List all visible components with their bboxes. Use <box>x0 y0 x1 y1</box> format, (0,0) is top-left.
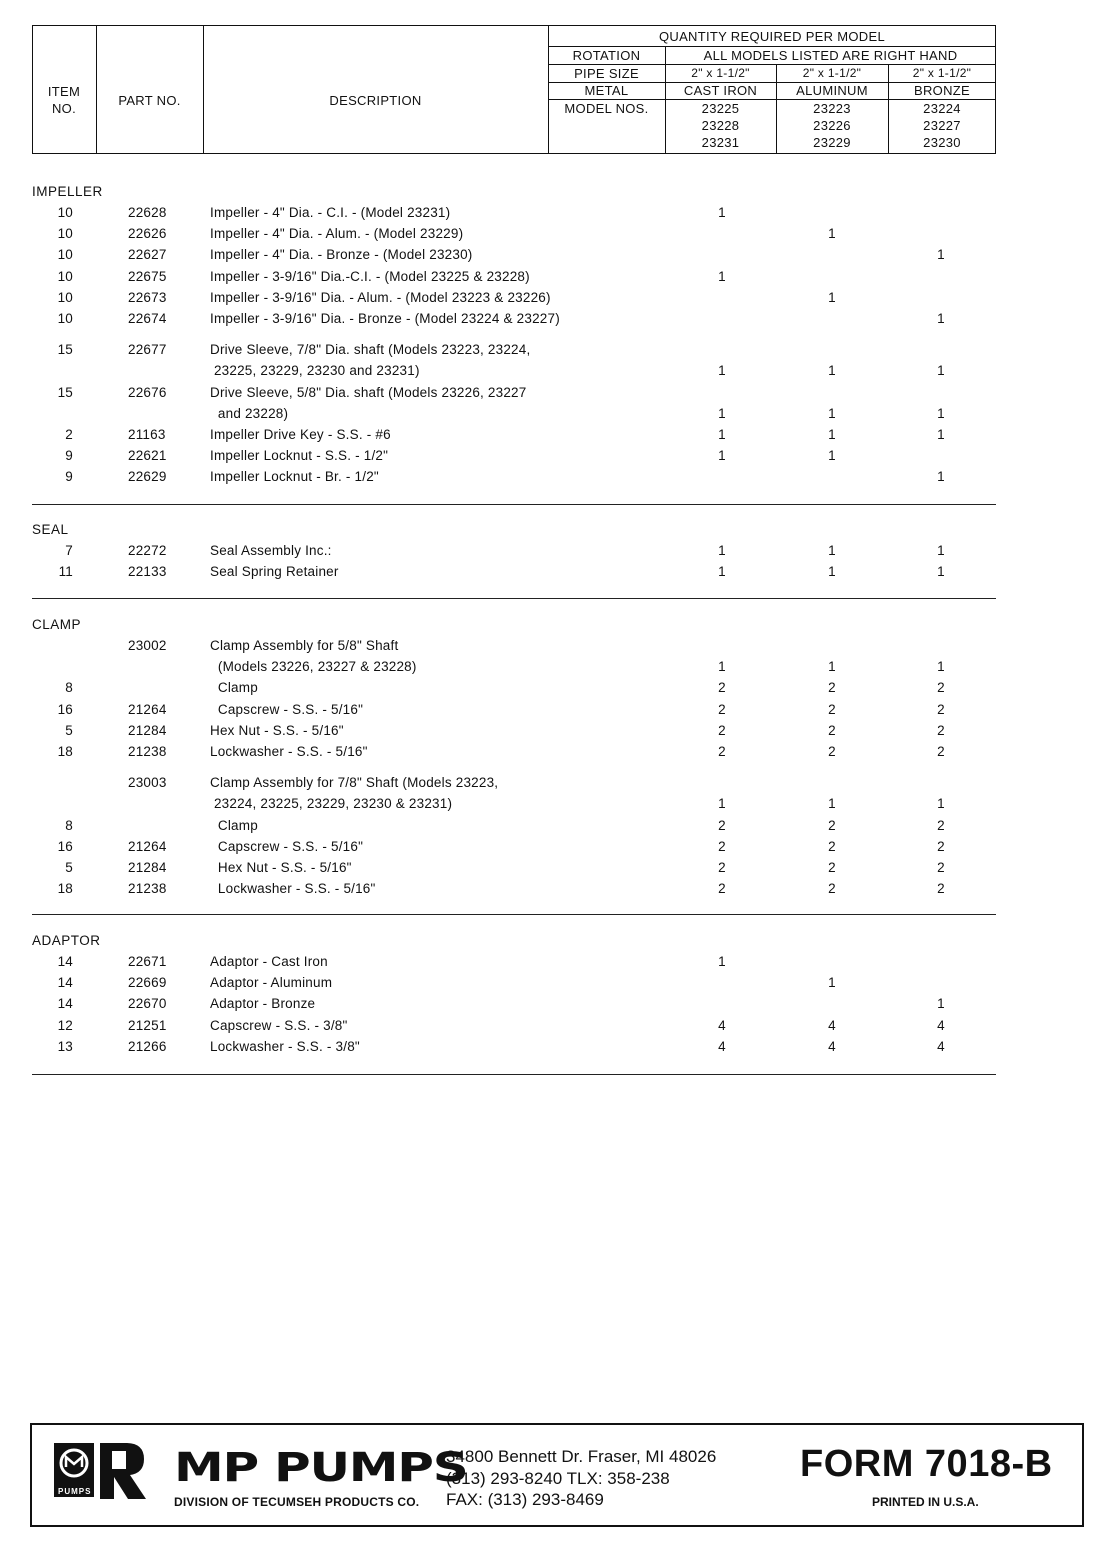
item-number: 10 <box>57 311 73 326</box>
item-number: 14 <box>57 996 73 1012</box>
item-number: 18 <box>57 881 73 897</box>
model-no: 23225 <box>701 101 740 116</box>
item-number: 15 <box>57 384 73 400</box>
part-description: and 23228) <box>210 405 289 421</box>
part-description: Clamp Assembly for 7/8" Shaft (Models 23223, <box>210 775 499 791</box>
quantity-cell: 1 <box>937 469 945 485</box>
quantity-cell: 1 <box>937 796 945 812</box>
quantity-cell: 1 <box>828 405 836 421</box>
part-number: 21251 <box>128 1017 167 1033</box>
section-title: IMPELLER <box>32 184 103 199</box>
part-description: Drive Sleeve, 7/8" Dia. shaft (Models 23223, 23224, <box>210 342 531 358</box>
quantity-cell: 1 <box>718 363 726 379</box>
logo-caption: PUMPS <box>58 1487 92 1496</box>
part-description: Impeller Drive Key - S.S. - #6 <box>210 427 391 442</box>
quantity-cell: 1 <box>718 543 726 558</box>
quantity-cell: 1 <box>937 405 945 421</box>
quantity-cell: 1 <box>828 448 836 464</box>
quantity-cell: 1 <box>828 289 836 305</box>
quantity-cell: 2 <box>937 680 945 696</box>
part-description: Impeller Locknut - Br. - 1/2" <box>210 469 379 485</box>
part-number: 22671 <box>128 954 167 969</box>
quantity-cell: 2 <box>718 860 726 875</box>
quantity-cell: 2 <box>828 838 836 854</box>
quantity-cell: 2 <box>937 744 945 759</box>
part-description: Adaptor - Bronze <box>210 996 316 1012</box>
section-title: SEAL <box>32 522 69 537</box>
quantity-cell: 1 <box>718 448 726 464</box>
quantity-cell: 1 <box>718 205 726 220</box>
header-divider <box>548 64 996 65</box>
part-description: Impeller - 3-9/16" Dia. - Bronze - (Model 23224 & 23227) <box>210 311 560 326</box>
part-number: 22674 <box>128 311 167 326</box>
quantity-cell: 2 <box>718 817 726 833</box>
pipe-size-col-2: 2" x 1-1/2" <box>802 66 862 80</box>
section-divider <box>32 598 996 599</box>
quantity-cell: 1 <box>937 659 945 675</box>
header-divider <box>203 25 204 154</box>
item-no-header: ITEM NO. <box>47 84 81 116</box>
metal-col-1: CAST IRON <box>683 83 758 98</box>
part-description: Lockwasher - S.S. - 5/16" <box>210 744 368 759</box>
header-divider <box>548 46 996 47</box>
part-number: 22627 <box>128 247 167 263</box>
section-title: ADAPTOR <box>32 933 101 948</box>
part-description: 23225, 23229, 23230 and 23231) <box>210 363 420 379</box>
item-number: 14 <box>57 954 73 969</box>
part-number: 21264 <box>128 838 167 854</box>
part-description: Hex Nut - S.S. - 5/16" <box>210 860 352 875</box>
section-divider <box>32 504 996 505</box>
part-number: 21264 <box>128 701 167 717</box>
division-text: DIVISION OF TECUMSEH PRODUCTS CO. <box>174 1495 420 1509</box>
quantity-cell: 1 <box>937 996 945 1012</box>
part-number: 21238 <box>128 881 167 897</box>
item-number: 16 <box>57 701 73 717</box>
company-footer <box>30 1423 1084 1527</box>
quantity-cell: 2 <box>828 881 836 897</box>
part-number: 21238 <box>128 744 167 759</box>
brand-name: MP PUMPS <box>174 1445 468 1491</box>
part-description: Clamp <box>210 680 258 696</box>
model-nos-label: MODEL NOS. <box>564 101 649 116</box>
quantity-cell: 4 <box>718 1038 726 1054</box>
quantity-cell: 2 <box>718 881 726 897</box>
part-description: (Models 23226, 23227 & 23228) <box>210 659 417 675</box>
quantity-cell: 1 <box>828 796 836 812</box>
item-number: 10 <box>57 268 73 284</box>
pipe-size-label: PIPE SIZE <box>574 66 639 81</box>
item-number: 7 <box>65 543 73 558</box>
part-description: Capscrew - S.S. - 5/16" <box>210 701 364 717</box>
header-divider <box>96 25 97 154</box>
metal-col-2: ALUMINUM <box>796 83 868 98</box>
part-number: 22628 <box>128 205 167 220</box>
quantity-cell: 1 <box>828 226 836 242</box>
quantity-cell: 1 <box>937 247 945 263</box>
quantity-cell: 1 <box>937 311 945 326</box>
model-no: 23226 <box>813 118 851 133</box>
item-number: 5 <box>65 722 73 738</box>
rotation-value: ALL MODELS LISTED ARE RIGHT HAND <box>703 48 958 63</box>
quantity-cell: 1 <box>718 659 726 675</box>
model-no: 23228 <box>701 118 740 133</box>
item-number: 16 <box>57 838 73 854</box>
quantity-cell: 1 <box>718 427 726 442</box>
part-description: Seal Assembly Inc.: <box>210 543 332 558</box>
part-description: Adaptor - Cast Iron <box>210 954 328 969</box>
part-description: Lockwasher - S.S. - 5/16" <box>210 881 376 897</box>
item-number: 9 <box>65 469 73 485</box>
quantity-cell: 1 <box>937 363 945 379</box>
quantity-cell: 1 <box>718 268 726 284</box>
part-number: 21284 <box>128 722 167 738</box>
item-number: 5 <box>65 860 73 875</box>
section-title: CLAMP <box>32 617 82 632</box>
part-number: 21266 <box>128 1038 167 1054</box>
quantity-cell: 2 <box>937 860 945 875</box>
quantity-cell: 2 <box>937 817 945 833</box>
quantity-cell: 2 <box>718 680 726 696</box>
quantity-cell: 2 <box>828 817 836 833</box>
quantity-cell: 2 <box>937 722 945 738</box>
part-description: Impeller Locknut - S.S. - 1/2" <box>210 448 389 464</box>
item-number: 15 <box>57 342 73 358</box>
fax-line: FAX: (313) 293-8469 <box>446 1490 604 1509</box>
quantity-cell: 2 <box>828 701 836 717</box>
item-number: 8 <box>65 680 73 696</box>
quantity-cell: 1 <box>828 659 836 675</box>
part-description: Impeller - 4" Dia. - C.I. - (Model 23231) <box>210 205 451 220</box>
quantity-cell: 1 <box>828 564 836 580</box>
metal-label: METAL <box>584 83 629 98</box>
part-no-header: PART NO. <box>118 93 181 108</box>
quantity-cell: 2 <box>937 838 945 854</box>
quantity-cell: 4 <box>828 1038 836 1054</box>
part-description: Clamp <box>210 817 258 833</box>
item-number: 18 <box>57 744 73 759</box>
part-description: Seal Spring Retainer <box>210 564 339 580</box>
part-description: Hex Nut - S.S. - 5/16" <box>210 722 344 738</box>
quantity-cell: 1 <box>718 796 726 812</box>
section-divider <box>32 914 996 915</box>
quantity-cell: 1 <box>828 363 836 379</box>
quantity-cell: 1 <box>828 543 836 558</box>
part-description: Adaptor - Aluminum <box>210 975 333 991</box>
quantity-cell: 4 <box>937 1017 945 1033</box>
part-number: 23003 <box>128 775 167 791</box>
part-description: Impeller - 4" Dia. - Alum. - (Model 23229) <box>210 226 464 242</box>
model-no: 23223 <box>813 101 851 116</box>
part-number: 22629 <box>128 469 167 485</box>
part-number: 22670 <box>128 996 167 1012</box>
quantity-cell: 1 <box>828 427 836 442</box>
form-number: FORM 7018-B <box>800 1443 1053 1485</box>
header-divider <box>548 99 996 100</box>
model-no: 23231 <box>701 135 740 150</box>
quantity-cell: 1 <box>718 405 726 421</box>
quantity-cell: 1 <box>937 564 945 580</box>
quantity-cell: 1 <box>828 975 836 991</box>
mp-pumps-logo <box>54 1441 184 1501</box>
model-no: 23230 <box>923 135 961 150</box>
item-number: 8 <box>65 817 73 833</box>
part-description: Capscrew - S.S. - 3/8" <box>210 1017 348 1033</box>
part-number: 22626 <box>128 226 167 242</box>
part-number: 23002 <box>128 638 167 653</box>
phone-line: (313) 293-8240 TLX: 358-238 <box>446 1469 670 1488</box>
item-number: 10 <box>57 205 73 220</box>
section-divider <box>32 1074 996 1075</box>
part-description: Capscrew - S.S. - 5/16" <box>210 838 364 854</box>
item-number: 9 <box>65 448 73 464</box>
part-number: 22669 <box>128 975 167 991</box>
quantity-cell: 2 <box>937 881 945 897</box>
rotation-label: ROTATION <box>572 48 641 63</box>
quantity-cell: 1 <box>718 954 726 969</box>
quantity-cell: 2 <box>718 744 726 759</box>
item-number: 10 <box>57 289 73 305</box>
part-description: Lockwasher - S.S. - 3/8" <box>210 1038 360 1054</box>
model-no: 23227 <box>923 118 961 133</box>
item-number: 2 <box>65 427 73 442</box>
model-no: 23224 <box>923 101 961 116</box>
item-number: 14 <box>57 975 73 991</box>
item-number: 11 <box>58 564 73 580</box>
part-description: Impeller - 3-9/16" Dia. - Alum. - (Model 23223 & 23226) <box>210 289 551 305</box>
quantity-cell: 2 <box>937 701 945 717</box>
item-number: 10 <box>57 247 73 263</box>
item-number: 10 <box>57 226 73 242</box>
part-number: 22676 <box>128 384 167 400</box>
part-description: Impeller - 4" Dia. - Bronze - (Model 23230) <box>210 247 473 263</box>
part-number: 21284 <box>128 860 167 875</box>
part-number: 22272 <box>128 543 167 558</box>
address-line: 34800 Bennett Dr. Fraser, MI 48026 <box>446 1447 717 1466</box>
part-number: 22677 <box>128 342 167 358</box>
quantity-cell: 1 <box>718 564 726 580</box>
part-number: 22133 <box>128 564 167 580</box>
metal-col-3: BRONZE <box>914 83 970 98</box>
quantity-cell: 2 <box>828 680 836 696</box>
part-description: Drive Sleeve, 5/8" Dia. shaft (Models 23226, 23227 <box>210 384 527 400</box>
quantity-cell: 4 <box>828 1017 836 1033</box>
item-number: 12 <box>57 1017 73 1033</box>
quantity-cell: 1 <box>937 427 945 442</box>
item-number: 13 <box>57 1038 73 1054</box>
quantity-cell: 4 <box>937 1038 945 1054</box>
parts-header-table <box>32 25 996 154</box>
quantity-cell: 2 <box>718 838 726 854</box>
part-number: 21163 <box>128 427 166 442</box>
quantity-cell: 4 <box>718 1017 726 1033</box>
part-description: Clamp Assembly for 5/8" Shaft <box>210 638 399 653</box>
quantity-cell: 1 <box>937 543 945 558</box>
quantity-cell: 2 <box>718 722 726 738</box>
model-no: 23229 <box>813 135 851 150</box>
part-description: Impeller - 3-9/16" Dia.-C.I. - (Model 23225 & 23228) <box>210 268 530 284</box>
quantity-cell: 2 <box>828 860 836 875</box>
printed-in: PRINTED IN U.S.A. <box>872 1495 979 1509</box>
quantity-cell: 2 <box>828 722 836 738</box>
quantity-title: QUANTITY REQUIRED PER MODEL <box>658 29 885 44</box>
quantity-cell: 2 <box>828 744 836 759</box>
part-number: 22621 <box>128 448 167 464</box>
pipe-size-col-1: 2" x 1-1/2" <box>691 66 750 80</box>
quantity-cell: 2 <box>718 701 726 717</box>
part-number: 22675 <box>128 268 167 284</box>
part-number: 22673 <box>128 289 167 305</box>
description-header: DESCRIPTION <box>329 93 422 108</box>
part-description: 23224, 23225, 23229, 23230 & 23231) <box>210 796 453 812</box>
pipe-size-col-3: 2" x 1-1/2" <box>912 66 972 80</box>
